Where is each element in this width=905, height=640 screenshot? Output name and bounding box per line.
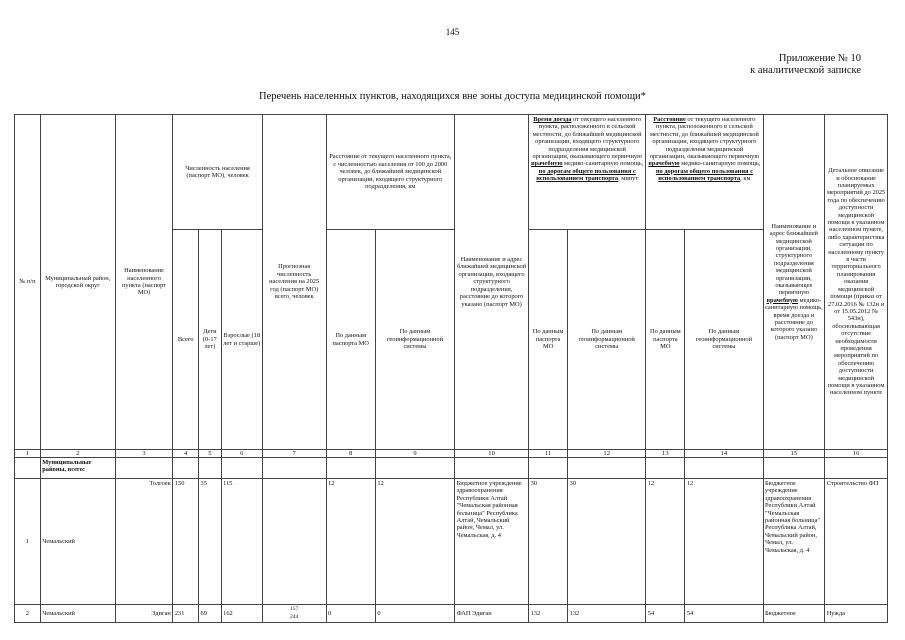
row-nearest-mo: ФАП Эдиган: [455, 605, 529, 623]
row-nearest-primary-care: Бюджетное: [763, 605, 825, 623]
appendix-line-2: к аналитической записке: [750, 65, 861, 76]
row-pop-total: 150: [173, 479, 199, 605]
row-distance-mo: 0: [326, 605, 375, 623]
row-pop-adults: 162: [221, 605, 262, 623]
appendix-label: [750, 53, 861, 77]
page-number: 145: [445, 27, 460, 37]
header-pop-total: Всего: [173, 230, 199, 450]
row-time-geo: 30: [568, 479, 646, 605]
row-time-geo: 132: [568, 605, 646, 623]
col-number: 5: [199, 450, 222, 458]
header-forecast: Прогнозная численность населения на 2025 год (паспорт МО) всего, человек: [262, 115, 326, 450]
row-district: Чемальский: [40, 479, 115, 605]
row-time-mo: 30: [529, 479, 568, 605]
row-district: Чемальский: [40, 605, 115, 623]
header-time-geo: По данным геоинформационной системы: [568, 230, 646, 450]
row-pop-children: 35: [199, 479, 222, 605]
table-row: [15, 479, 888, 605]
row-pop-total: 231: [173, 605, 199, 623]
header-population: Численность населения (паспорт МО), человек: [173, 115, 262, 230]
appendix-line-1: Приложение № 10: [778, 53, 861, 64]
row-road-mo: 54: [646, 605, 685, 623]
col-number: 1: [15, 450, 41, 458]
col-number: 9: [375, 450, 454, 458]
col-number: 3: [115, 450, 173, 458]
header-nearest-primary-care: Наименование и адрес ближайшей медицинской организации, структурного подразделения медицинской организации, оказывающее первичную врачебную медико-санитарную помощь, время доезда и расстояние до которого указано (паспорт МО): [763, 115, 825, 450]
col-number: 14: [685, 450, 763, 458]
col-number: 10: [455, 450, 529, 458]
header-pop-adults: Взрослые (18 лет и старше): [221, 230, 262, 450]
row-distance-mo: 12: [326, 479, 375, 605]
header-travel-time: Время доезда от текущего населенного пункта, расположенного в сельской местности, до ближайшей медицинской организации, входящего структурного подразделения медицинской организации, оказывающего первичную врачебную медико-санитарную помощь, по дорогам общего пользования с использованием транспорта, минут: [529, 115, 646, 230]
document-title: Перечень населенных пунктов, находящихся вне зоны доступа медицинской помощи*: [259, 91, 646, 102]
row-road-geo: 12: [685, 479, 763, 605]
header-distance-geo: По данным геоинформационной системы: [375, 230, 454, 450]
header-road-distance: Расстояние от текущего населенного пункта, расположенного в сельской местности, до ближайшей медицинской организации, входящего структурного подразделения медицинской организации, оказывающего первичную врачебную медико-санитарную помощь, по дорогам общего пользования с использованием транспорта, км: [646, 115, 763, 230]
column-number-row: [15, 450, 888, 458]
col-number: 15: [763, 450, 825, 458]
row-road-mo: 12: [646, 479, 685, 605]
header-pop-children: Дети (0-17 лет): [199, 230, 222, 450]
row-distance-geo: 0: [375, 605, 454, 623]
row-settlement: Толгоек: [115, 479, 173, 605]
header-nearest-mo: Наименование и адрес ближайшей медицинской организации, входящего структурного подразделения, расстояние до которого указано (паспорт МО): [455, 115, 529, 450]
header-distance-100-2000: Расстояние от текущего населенного пункта, с численностью населения от 100 до 2000 человек, до ближайшей медицинской организации, входящего структурного подразделения, км: [326, 115, 455, 230]
header-road-geo: По данным геоинформационной системы: [685, 230, 763, 450]
header-time-mo: По данным паспорта МО: [529, 230, 568, 450]
row-num: 2: [15, 605, 41, 623]
row-distance-geo: 12: [375, 479, 454, 605]
row-pop-adults: 115: [221, 479, 262, 605]
header-plans: Детальное описание и обоснование планируемых мероприятий до 2025 года по обеспечению доступности медицинской помощи в указанном населенном пункте, либо характеристика ситуации по населенному пункту в части территориального планирования оказания медицинской помощи (приказ от 27.02.2016 № 132н и от 15.05.2012 № 543н), обосновывающая отсутствие необходимости проведения мероприятий по обеспечению доступности медицинской помощи в указанном населенном пункте: [825, 115, 888, 450]
region-label: Муниципальные районы, всего:: [40, 458, 115, 479]
row-num: 1: [15, 479, 41, 605]
col-number: 6: [221, 450, 262, 458]
header-road-mo: По данным паспорта МО: [646, 230, 685, 450]
row-pop-children: 69: [199, 605, 222, 623]
row-road-geo: 54: [685, 605, 763, 623]
row-forecast: [262, 479, 326, 605]
row-settlement: Эдиган: [115, 605, 173, 623]
settlements-table: [14, 114, 888, 623]
region-total-row: [15, 458, 888, 479]
col-number: 2: [40, 450, 115, 458]
table-row: [15, 605, 888, 623]
row-plans: Строительство ФП: [825, 479, 888, 605]
header-num: № п/п: [15, 115, 41, 450]
row-time-mo: 132: [529, 605, 568, 623]
row-nearest-primary-care: Бюджетное учреждение здравоохранения Республики Алтай "Чемальская районная больница" Республика Алтай, Чемальский район, Чемал, ул. Чемальская, д. 4: [763, 479, 825, 605]
row-forecast: 157 244: [262, 605, 326, 623]
col-number: 11: [529, 450, 568, 458]
col-number: 7: [262, 450, 326, 458]
col-number: 16: [825, 450, 888, 458]
col-number: 8: [326, 450, 375, 458]
header-district: Муниципальный район, городской округ: [40, 115, 115, 450]
row-nearest-mo: Бюджетное учреждение здравоохранения Республики Алтай "Чемальская районная больница" Республика Алтай, Чемальский район, Чемал, ул. Чемальская, д. 4: [455, 479, 529, 605]
header-distance-mo: По данным паспорта МО: [326, 230, 375, 450]
col-number: 4: [173, 450, 199, 458]
col-number: 12: [568, 450, 646, 458]
row-plans: Нужда: [825, 605, 888, 623]
header-settlement: Наименование населенного пункта (паспорт МО): [115, 115, 173, 450]
col-number: 13: [646, 450, 685, 458]
